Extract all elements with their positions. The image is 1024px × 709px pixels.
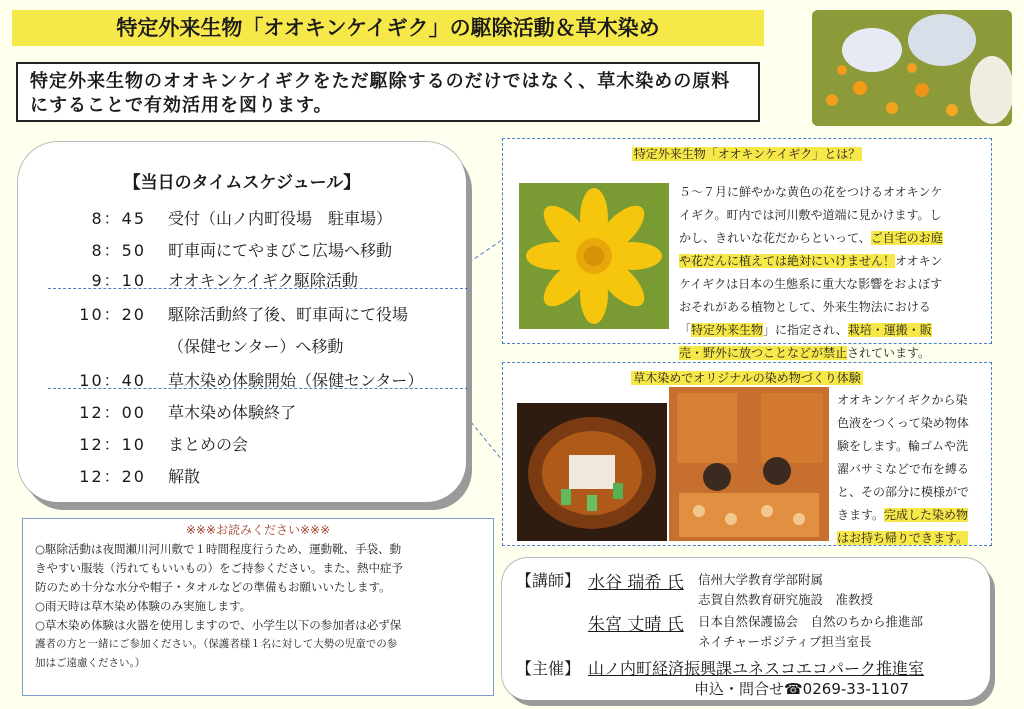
schedule-text: 草木染め体験開始（保健センター） [168, 371, 424, 390]
info1-line: ケイギクは日本の生態系に重大な影響をおよぼす [679, 277, 943, 291]
schedule-row [48, 368, 423, 390]
schedule-panel [18, 142, 466, 502]
schedule-text: 草木染め体験終了 [168, 403, 297, 422]
schedule-row [48, 302, 408, 324]
info2-line: オオキンケイギクから染 [837, 393, 968, 407]
schedule-row [48, 238, 392, 260]
schedule-time: 8：45 [91, 209, 146, 228]
lecturer2-name: 朱宮 丈晴 氏 [588, 615, 684, 635]
notice-box [22, 518, 494, 696]
schedule-divider [48, 388, 468, 389]
schedule-row [48, 334, 343, 356]
schedule-time: 12：00 [79, 403, 146, 422]
schedule-text: まとめの会 [168, 435, 249, 454]
notice-line: ○駆除活動は夜間瀬川河川敷で１時間程度行うため、運動靴、手袋、動 [35, 542, 402, 556]
info-dyeing-panel [502, 362, 992, 546]
info1-highlight: ご自宅のお庭 [870, 231, 943, 245]
info2-body [837, 389, 987, 550]
schedule-text: （保健センター）へ移動 [168, 337, 344, 356]
info2-heading-text: 草木染めでオリジナルの染め物づくり体験 [633, 371, 861, 385]
schedule-row [48, 206, 392, 228]
info1-body [679, 181, 985, 365]
schedule-text: 解散 [168, 467, 201, 486]
schedule-row [48, 432, 248, 454]
info1-line-text: 」に指定され、 [763, 323, 848, 337]
dye-pot-photo [517, 403, 667, 541]
schedule-time: 10：40 [79, 371, 146, 390]
info1-line-text: 「 [679, 323, 692, 337]
schedule-divider [48, 288, 468, 289]
info2-highlight: はお持ち帰りできます。 [837, 531, 969, 545]
lecturer1-name: 水谷 瑞希 氏 [588, 573, 684, 593]
info1-highlight: 特定外来生物 [691, 323, 764, 337]
info2-highlight: 完成した染め物 [884, 508, 969, 522]
info1-heading-text: 特定外来生物「オオキンケイギク」とは？ [633, 147, 861, 161]
info2-line: 濯バサミなどで布を縛る [837, 462, 970, 476]
lecturer2-affiliation: 日本自然保護協会 自然のちから推進部 [698, 614, 924, 629]
lead-text: 特定外来生物のオオキンケイギクをただ駆除するのだけではなく、草木染めの原料にすることで有効活用を図ります。 [16, 62, 760, 122]
lecturer-label: 【講師】 [516, 571, 581, 590]
info1-line [679, 319, 985, 342]
info1-line [679, 250, 985, 273]
schedule-time: 12：20 [79, 467, 146, 486]
info1-highlight: 栽培・運搬・販 [847, 323, 932, 337]
host-label: 【主催】 [516, 659, 581, 678]
host-name: 山ノ内町経済振興課ユネスコエコパーク推進室 [588, 659, 925, 678]
info1-line-text: オオキン [895, 254, 943, 268]
info1-line-text: かし、きれいな花だからといって、 [679, 231, 871, 245]
schedule-time: 12：10 [79, 435, 146, 454]
page-title: 特定外来生物「オオキンケイギク」の駆除活動＆草木染め [12, 10, 764, 46]
notice-line: 防のため十分な水分や帽子・タオルなどの準備もお願いいたします。 [35, 580, 391, 594]
info2-line: 験をします。輪ゴムや洗 [837, 439, 969, 453]
info1-highlight: 売・野外に放つことなどが禁止 [679, 346, 848, 360]
info2-line: 色液をつくって染め物体 [837, 416, 969, 430]
schedule-row [48, 268, 358, 290]
lecturer2-affiliation: ネイチャーポジティブ担当室長 [698, 634, 872, 649]
info2-line [837, 527, 987, 550]
schedule-heading: 【当日のタイムスケジュール】 [123, 173, 361, 193]
inquiry-phone: 申込・問合せ☎0269-33-1107 [694, 680, 909, 698]
notice-line: きやすい服装（汚れてもいいもの）をご持参ください。また、熱中症予 [35, 561, 403, 575]
info1-line: イギク。町内では河川敷や道端に見かけます。し [679, 208, 942, 222]
schedule-text: 町車両にてやまびこ広場へ移動 [168, 241, 393, 260]
notice-title: ※※※お読みください※※※ [185, 523, 331, 537]
notice-line: ○雨天時は草木染め体験のみ実施します。 [35, 599, 252, 613]
lecturer1-affiliation: 信州大学教育学部附属 [698, 572, 824, 587]
notice-line: ○草木染め体験は火器を使用しますので、小学生以下の参加者は必ず保 [35, 618, 402, 632]
schedule-row [48, 400, 296, 422]
schedule-text: 受付（山ノ内町役場 駐車場） [168, 209, 393, 228]
info2-line: と、その部分に模様がで [837, 485, 970, 499]
notice-line: 護者の方と一緒にご参加ください。（保護者様１名に対して大勢の児童での参 [35, 638, 398, 650]
schedule-row [48, 464, 200, 486]
schedule-text: オオキンケイギク駆除活動 [168, 271, 358, 290]
info1-highlight: や花だんに植えては絶対にいけません！ [679, 254, 896, 268]
info1-line-text: されています。 [847, 346, 931, 360]
schedule-time: 8：50 [91, 241, 146, 260]
photo-flower-field [812, 10, 1012, 126]
info1-line [679, 227, 985, 250]
info-what-is-panel [502, 138, 992, 360]
info1-line: ５～７月に鮮やかな黄色の花をつけるオオキンケ [679, 185, 943, 199]
contact-panel [502, 558, 990, 700]
schedule-time: 9：10 [91, 271, 146, 290]
info2-line [837, 504, 987, 527]
schedule-text: 駆除活動終了後、町車両にて役場 [168, 305, 409, 324]
info2-heading [503, 369, 991, 386]
dyed-cloth-photo [669, 387, 829, 541]
info1-line: おそれがある植物として、外来生物法における [679, 300, 931, 314]
info1-heading [503, 145, 991, 162]
lecturer1-affiliation: 志賀自然教育研究施設 准教授 [698, 592, 874, 607]
flower-photo [519, 183, 669, 329]
schedule-time: 10：20 [79, 305, 146, 324]
notice-line: 加はご遠慮ください。） [35, 657, 146, 669]
info2-line-text: きます。 [837, 508, 885, 522]
